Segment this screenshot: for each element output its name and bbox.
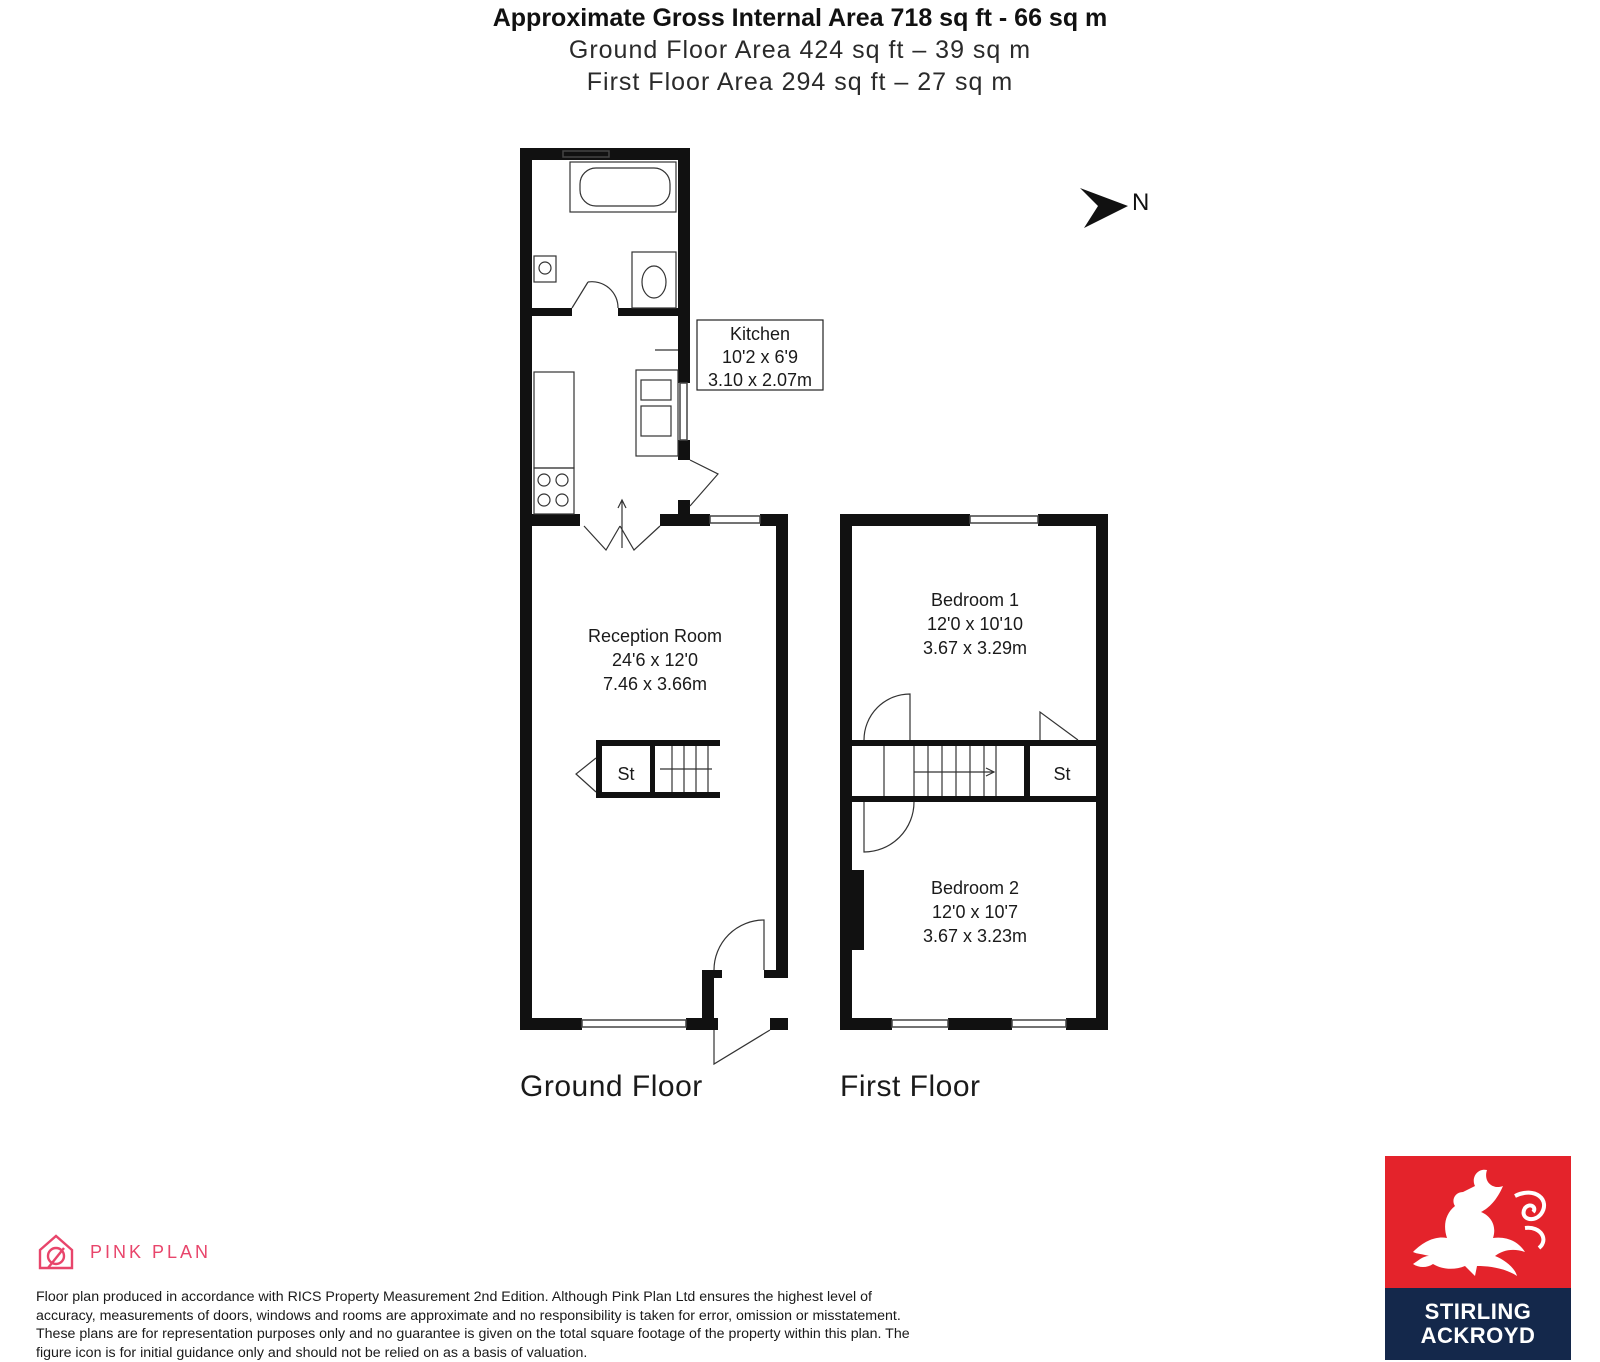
bedroom1-name: Bedroom 1 bbox=[930, 590, 1020, 610]
agent-name-line1: STIRLING bbox=[1424, 1299, 1532, 1324]
wc-icon bbox=[632, 252, 676, 308]
disclaimer-text: Floor plan produced in accordance with RICS Property Measurement 2nd Edition. Although Pink Plan Ltd ensures the highest level of accuracy, measurements of doors, windows and rooms are approximate and no responsibility is taken for error, omission or misstatement. These plans are for representation purposes only and no guarantee is given on the total square footage of the property within this plan. The figure icon is for initial guidance only and should not be relied on as a basis of valuation. bbox=[36, 1289, 910, 1361]
first-floor-area: First Floor Area 294 sq ft – 27 sq m bbox=[586, 68, 1014, 96]
reception-metric: 7.46 x 3.66m bbox=[602, 674, 708, 694]
bedroom2-imperial: 12'0 x 10'7 bbox=[932, 902, 1018, 922]
reception-imperial: 24'6 x 12'0 bbox=[612, 650, 698, 670]
agent-logo-red-panel bbox=[1385, 1156, 1571, 1288]
entrance-door bbox=[714, 920, 770, 1064]
basin-icon bbox=[534, 256, 556, 282]
bedroom2-metric: 3.67 x 3.23m bbox=[922, 926, 1028, 946]
bedroom1-metric: 3.67 x 3.29m bbox=[922, 638, 1028, 658]
ground-store-label: St bbox=[617, 764, 635, 784]
griffin-icon bbox=[1385, 1156, 1571, 1288]
store-door-swing bbox=[576, 758, 596, 792]
pink-plan-brand bbox=[36, 1232, 211, 1272]
pink-plan-name: PINK PLAN bbox=[90, 1241, 212, 1262]
first-floor-label: First Floor bbox=[840, 1070, 981, 1103]
bedroom1-imperial: 12'0 x 10'10 bbox=[927, 614, 1023, 634]
bedroom2-door-swing bbox=[864, 802, 914, 852]
room-labels bbox=[588, 320, 1071, 946]
ground-floor-walls bbox=[520, 148, 791, 1030]
first-store-label: St bbox=[1053, 764, 1071, 784]
bath-tub-outline bbox=[580, 168, 670, 206]
ground-floor-windows bbox=[563, 151, 760, 1027]
bedroom2-name: Bedroom 2 bbox=[930, 878, 1020, 898]
kitchen-side-door bbox=[690, 460, 718, 506]
kitchen-imperial: 10'2 x 6'9 bbox=[722, 347, 798, 367]
agent-logo-name bbox=[1385, 1288, 1571, 1360]
north-label: N bbox=[1132, 189, 1150, 216]
ground-floor-label: Ground Floor bbox=[520, 1070, 703, 1103]
kitchen-name: Kitchen bbox=[729, 324, 791, 344]
pink-plan-logo-icon bbox=[36, 1232, 76, 1272]
sink-icon bbox=[636, 370, 678, 456]
kitchen-metric: 3.10 x 2.07m bbox=[707, 370, 813, 390]
worktop bbox=[534, 372, 574, 468]
north-arrow bbox=[1080, 188, 1149, 228]
bedroom1-door-swing bbox=[864, 694, 910, 740]
stirling-ackroyd-logo bbox=[1385, 1156, 1571, 1360]
ground-floor-area: Ground Floor Area 424 sq ft – 39 sq m bbox=[568, 36, 1032, 64]
bedroom1-store-door bbox=[1040, 712, 1078, 740]
north-arrow-icon bbox=[1080, 188, 1128, 228]
chimney-breast bbox=[852, 870, 864, 950]
bathroom-door-swing bbox=[572, 282, 618, 308]
agent-name-line2: ACKROYD bbox=[1420, 1323, 1536, 1348]
reception-name: Reception Room bbox=[587, 626, 723, 646]
gross-area-title: Approximate Gross Internal Area 718 sq ft - 66 sq m bbox=[492, 4, 1108, 32]
bathroom-fixtures bbox=[534, 162, 676, 308]
first-stairs bbox=[864, 694, 1078, 852]
